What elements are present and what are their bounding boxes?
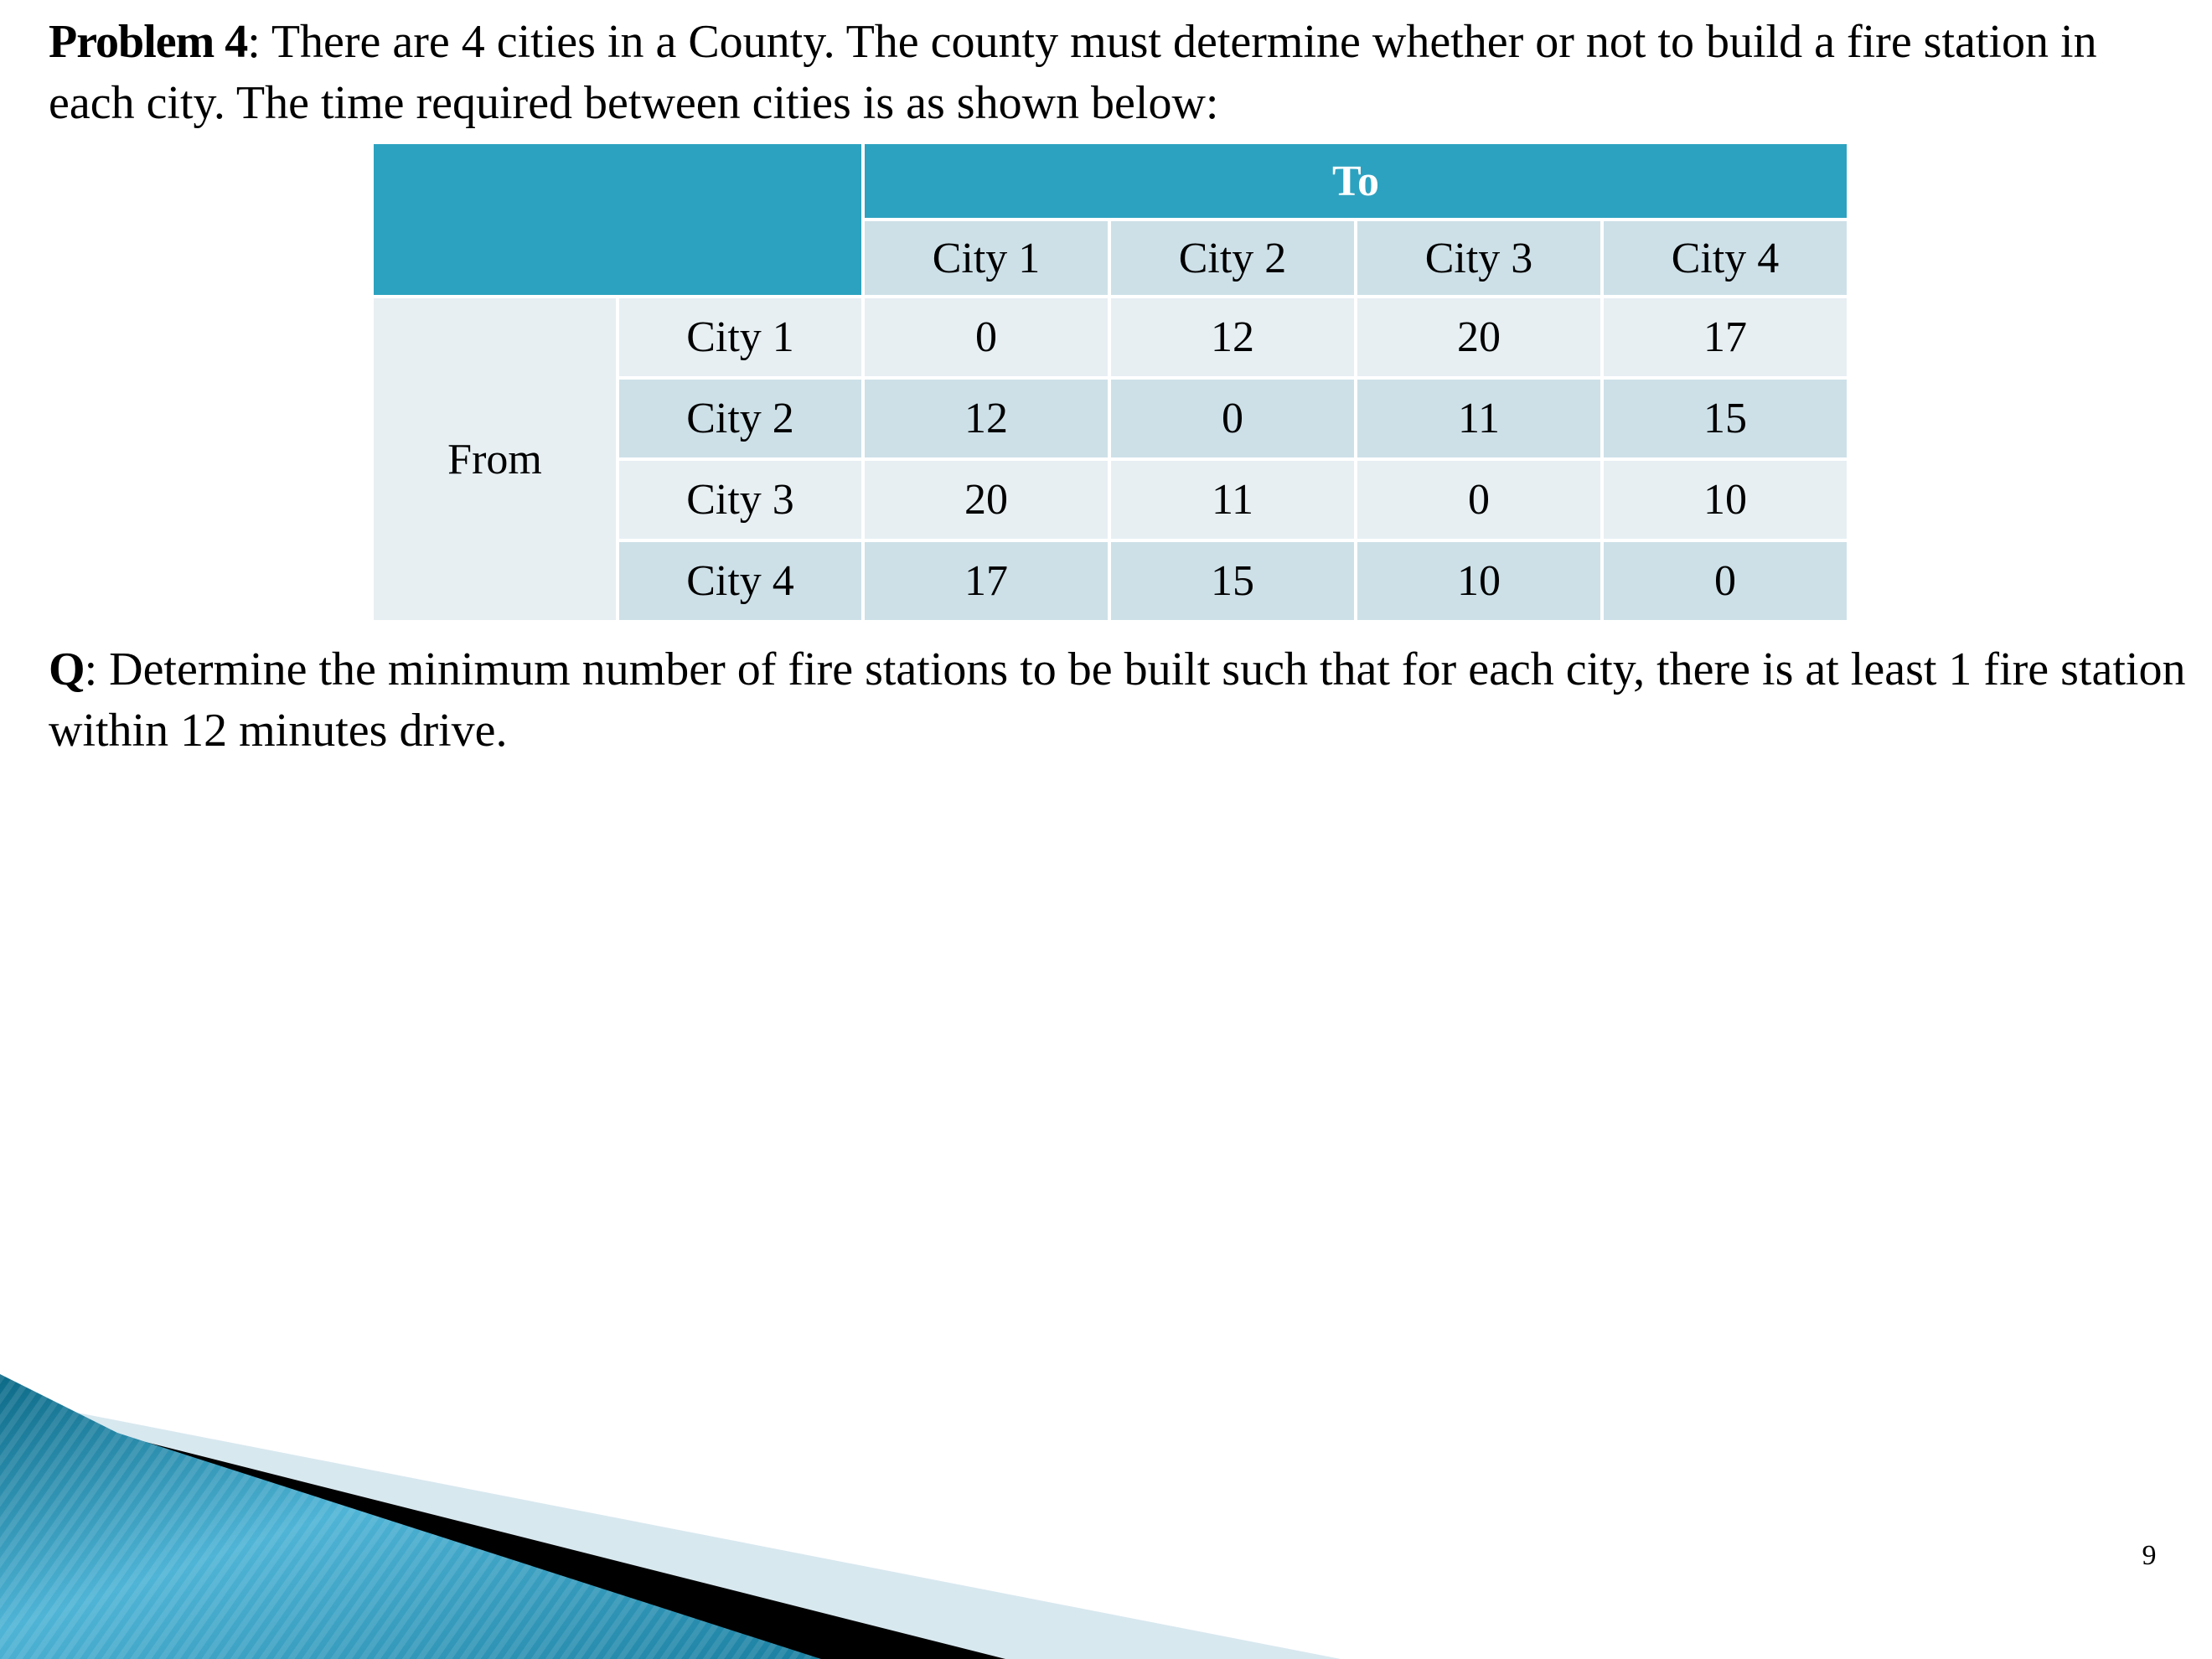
table-cell: 11 [1356, 378, 1602, 459]
question-label: Q [49, 643, 85, 695]
slide-number: 9 [2142, 1540, 2157, 1571]
table-cell: 12 [863, 378, 1109, 459]
to-header: To [863, 142, 1848, 220]
problem-statement [49, 12, 2194, 134]
row-header: City 1 [618, 297, 863, 378]
table-cell: 0 [1602, 540, 1848, 622]
table-cell: 20 [863, 459, 1109, 540]
table-cell: 10 [1602, 459, 1848, 540]
row-header: City 2 [618, 378, 863, 459]
table-corner [372, 142, 863, 297]
column-header: City 2 [1109, 220, 1356, 297]
column-header: City 3 [1356, 220, 1602, 297]
table-cell: 17 [863, 540, 1109, 622]
table-cell: 10 [1356, 540, 1602, 622]
travel-time-table [370, 141, 1850, 623]
table-cell: 0 [863, 297, 1109, 378]
table-cell: 17 [1602, 297, 1848, 378]
table-cell: 0 [1109, 378, 1356, 459]
problem-text: : There are 4 cities in a County. The county must determine whether or not to build a fire station in each city. The time required between cities is as shown below: [49, 16, 2097, 129]
table-cell: 0 [1356, 459, 1602, 540]
table-cell: 15 [1602, 378, 1848, 459]
row-header: City 3 [618, 459, 863, 540]
question-text: : Determine the minimum number of fire stations to be built such that for each city, there is at least 1 fire station within 12 minutes drive. [49, 643, 2186, 757]
table-row [372, 297, 1848, 378]
table-cell: 15 [1109, 540, 1356, 622]
column-header: City 4 [1602, 220, 1848, 297]
row-header: City 4 [618, 540, 863, 622]
table-cell: 11 [1109, 459, 1356, 540]
column-header: City 1 [863, 220, 1109, 297]
corner-swoosh-decoration [0, 1374, 1341, 1659]
question-statement [49, 639, 2194, 762]
table-cell: 20 [1356, 297, 1602, 378]
problem-label: Problem 4 [49, 16, 248, 68]
from-header: From [372, 297, 618, 622]
table-cell: 12 [1109, 297, 1356, 378]
